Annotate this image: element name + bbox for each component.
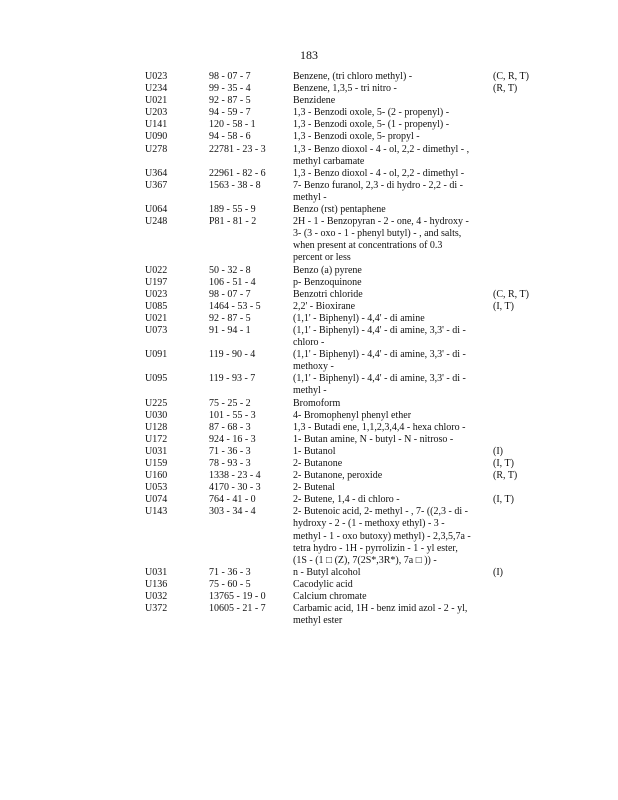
substance-name-line: 1,3 - Benzo dioxol - 4 - ol, 2,2 - dimethyl - , bbox=[293, 143, 470, 155]
substance-name bbox=[293, 579, 485, 591]
substance-name-line: 1- Butanol bbox=[293, 445, 336, 457]
waste-code: U225 bbox=[145, 397, 168, 409]
cas-number: 1464 - 53 - 5 bbox=[209, 300, 261, 312]
substance-name bbox=[293, 434, 485, 446]
substance-name bbox=[293, 482, 485, 494]
substance-name bbox=[293, 119, 485, 131]
table-row bbox=[145, 446, 545, 458]
substance-name-line: (1,1' - Biphenyl) - 4,4' - di amine bbox=[293, 312, 425, 324]
substance-name bbox=[293, 325, 485, 349]
substance-name-line: (1,1' - Biphenyl) - 4,4' - di amine, 3,3' - di - bbox=[293, 349, 466, 361]
substance-name-line: Cacodylic acid bbox=[293, 578, 353, 590]
substance-name bbox=[293, 265, 485, 277]
waste-code: U197 bbox=[145, 276, 168, 288]
cas-number: 92 - 87 - 5 bbox=[209, 95, 251, 107]
hazard-code: (I, T) bbox=[493, 300, 514, 312]
cas-number: 75 - 60 - 5 bbox=[209, 578, 251, 590]
cas-number: 764 - 41 - 0 bbox=[209, 494, 256, 506]
substance-name-line: methoxy - bbox=[293, 361, 334, 373]
waste-code: U031 bbox=[145, 445, 168, 457]
substance-name bbox=[293, 349, 485, 373]
cas-number: 98 - 07 - 7 bbox=[209, 288, 251, 300]
table-row bbox=[145, 398, 545, 410]
hazard-code: (R, T) bbox=[493, 470, 518, 482]
substance-name-line: methyl - bbox=[293, 191, 327, 203]
substance-name-line: 1,3 - Benzodi oxole, 5- propyl - bbox=[293, 131, 420, 143]
table-row bbox=[145, 216, 545, 264]
hazard-code: (C, R, T) bbox=[493, 71, 529, 82]
table-row bbox=[145, 373, 545, 397]
substance-name bbox=[293, 204, 485, 216]
substance-name-line: tetra hydro - 1H - pyrrolizin - 1 - yl ester, bbox=[293, 542, 458, 554]
substance-name-line: 1,3 - Benzodi oxole, 5- (2 - propenyl) - bbox=[293, 107, 450, 119]
table-row bbox=[145, 131, 545, 143]
substance-name-line: 1- Butan amine, N - butyl - N - nitroso - bbox=[293, 433, 454, 445]
table-row bbox=[145, 603, 545, 627]
substance-name-line: 3- (3 - oxo - 1 - phenyl butyl) - , and salts, bbox=[293, 228, 462, 240]
substance-name bbox=[293, 591, 485, 603]
table-row bbox=[145, 144, 545, 168]
table-row bbox=[145, 277, 545, 289]
substance-name bbox=[293, 458, 485, 470]
cas-number: 87 - 68 - 3 bbox=[209, 421, 251, 433]
cas-number: 1563 - 38 - 8 bbox=[209, 179, 261, 191]
substance-name-line: Benzene, (tri chloro methyl) - bbox=[293, 71, 413, 82]
waste-code: U248 bbox=[145, 216, 168, 228]
waste-code-table bbox=[145, 71, 545, 627]
table-row bbox=[145, 95, 545, 107]
waste-code: U367 bbox=[145, 179, 168, 191]
waste-code: U032 bbox=[145, 591, 168, 603]
waste-code: U372 bbox=[145, 603, 168, 615]
waste-code: U074 bbox=[145, 494, 168, 506]
substance-name-line: 2,2' - Bioxirane bbox=[293, 300, 356, 312]
substance-name bbox=[293, 83, 485, 95]
table-row bbox=[145, 168, 545, 180]
cas-number: 92 - 87 - 5 bbox=[209, 312, 251, 324]
page-number: 183 bbox=[300, 48, 318, 62]
substance-name-line: methyl - bbox=[293, 385, 327, 397]
substance-name-line: percent or less bbox=[293, 252, 351, 264]
table-row bbox=[145, 470, 545, 482]
substance-name bbox=[293, 422, 485, 434]
waste-code: U023 bbox=[145, 288, 168, 300]
waste-code: U021 bbox=[145, 95, 168, 107]
cas-number: 189 - 55 - 9 bbox=[209, 204, 256, 216]
cas-number: 119 - 93 - 7 bbox=[209, 373, 256, 385]
substance-name-line: methyl carbamate bbox=[293, 155, 365, 167]
table-row bbox=[145, 506, 545, 566]
substance-name-line: methyl - 1 - oxo butoxy) methyl) - 2,3,5,7a - bbox=[293, 530, 471, 542]
substance-name bbox=[293, 277, 485, 289]
table-row bbox=[145, 71, 545, 83]
table-row bbox=[145, 434, 545, 446]
substance-name bbox=[293, 494, 485, 506]
waste-code: U053 bbox=[145, 482, 168, 494]
substance-name-line: Carbamic acid, 1H - benz imid azol - 2 - yl, bbox=[293, 603, 468, 615]
table-row bbox=[145, 289, 545, 301]
cas-number: 924 - 16 - 3 bbox=[209, 433, 256, 445]
table-row bbox=[145, 119, 545, 131]
substance-name-line: 2- Butene, 1,4 - di chloro - bbox=[293, 494, 400, 506]
substance-name-line: (1,1' - Biphenyl) - 4,4' - di amine, 3,3' - di - bbox=[293, 324, 466, 336]
substance-name-line: methyl ester bbox=[293, 615, 343, 627]
substance-name bbox=[293, 603, 485, 627]
waste-code: U203 bbox=[145, 107, 168, 119]
substance-name-line: hydroxy - 2 - (1 - methoxy ethyl) - 3 - bbox=[293, 518, 445, 530]
table-row bbox=[145, 107, 545, 119]
cas-number: 71 - 36 - 3 bbox=[209, 566, 251, 578]
cas-number: 10605 - 21 - 7 bbox=[209, 603, 266, 615]
table-row bbox=[145, 204, 545, 216]
cas-number: 106 - 51 - 4 bbox=[209, 276, 256, 288]
waste-code: U023 bbox=[145, 71, 168, 82]
substance-name-line: 2- Butenoic acid, 2- methyl - , 7- ((2,3 - di - bbox=[293, 506, 468, 518]
cas-number: 303 - 34 - 4 bbox=[209, 506, 256, 518]
waste-code: U364 bbox=[145, 167, 168, 179]
substance-name-line: Benzotri chloride bbox=[293, 288, 363, 300]
substance-name-line: Benzo (a) pyrene bbox=[293, 264, 362, 276]
substance-name bbox=[293, 107, 485, 119]
waste-code: U085 bbox=[145, 300, 168, 312]
substance-name-line: 2- Butanone, peroxide bbox=[293, 470, 383, 482]
substance-name bbox=[293, 95, 485, 107]
waste-code: U031 bbox=[145, 566, 168, 578]
cas-number: 94 - 58 - 6 bbox=[209, 131, 251, 143]
cas-number: 101 - 55 - 3 bbox=[209, 409, 256, 421]
substance-name-line: (1S - (1 □ (Z), 7(2S*,3R*), 7a □ )) - bbox=[293, 554, 437, 566]
substance-name-line: Calcium chromate bbox=[293, 591, 367, 603]
cas-number: P81 - 81 - 2 bbox=[209, 216, 257, 228]
substance-name-line: Bromoform bbox=[293, 397, 341, 409]
substance-name-line: 2H - 1 - Benzopyran - 2 - one, 4 - hydroxy - bbox=[293, 216, 469, 228]
substance-name-line: 1,3 - Benzo dioxol - 4 - ol, 2,2 - dimethyl - bbox=[293, 167, 465, 179]
substance-name-line: 1,3 - Butadi ene, 1,1,2,3,4,4 - hexa chloro - bbox=[293, 421, 466, 433]
substance-name bbox=[293, 180, 485, 204]
waste-code: U022 bbox=[145, 264, 168, 276]
waste-code: U091 bbox=[145, 349, 168, 361]
table-row bbox=[145, 579, 545, 591]
waste-code: U073 bbox=[145, 324, 168, 336]
substance-name bbox=[293, 289, 485, 301]
waste-code: U136 bbox=[145, 578, 168, 590]
substance-name-line: 2- Butanone bbox=[293, 458, 343, 469]
table-row bbox=[145, 325, 545, 349]
waste-code: U021 bbox=[145, 312, 168, 324]
substance-name-line: 2- Butenal bbox=[293, 482, 335, 494]
hazard-code: (I, T) bbox=[493, 458, 514, 469]
waste-code: U159 bbox=[145, 458, 168, 469]
cas-number: 1338 - 23 - 4 bbox=[209, 470, 261, 482]
waste-code: U090 bbox=[145, 131, 168, 143]
substance-name-line: n - Butyl alcohol bbox=[293, 566, 361, 578]
table-row bbox=[145, 349, 545, 373]
substance-name bbox=[293, 506, 485, 566]
substance-name bbox=[293, 216, 485, 264]
substance-name-line: Benzo (rst) pentaphene bbox=[293, 204, 386, 216]
substance-name bbox=[293, 168, 485, 180]
hazard-code: (I, T) bbox=[493, 494, 514, 506]
cas-number: 120 - 58 - 1 bbox=[209, 119, 256, 131]
table-row bbox=[145, 410, 545, 422]
table-row bbox=[145, 301, 545, 313]
substance-name-line: Benzidene bbox=[293, 95, 336, 107]
waste-code: U141 bbox=[145, 119, 168, 131]
substance-name bbox=[293, 567, 485, 579]
table-row bbox=[145, 83, 545, 95]
cas-number: 98 - 07 - 7 bbox=[209, 71, 251, 82]
substance-name-line: 1,3 - Benzodi oxole, 5- (1 - propenyl) - bbox=[293, 119, 450, 131]
cas-number: 71 - 36 - 3 bbox=[209, 445, 251, 457]
substance-name bbox=[293, 446, 485, 458]
substance-name-line: Benzene, 1,3,5 - tri nitro - bbox=[293, 83, 397, 95]
substance-name-line: when present at concentrations of 0.3 bbox=[293, 240, 443, 252]
substance-name bbox=[293, 398, 485, 410]
substance-name bbox=[293, 131, 485, 143]
substance-name bbox=[293, 470, 485, 482]
table-row bbox=[145, 591, 545, 603]
waste-code: U030 bbox=[145, 409, 168, 421]
substance-name bbox=[293, 313, 485, 325]
cas-number: 78 - 93 - 3 bbox=[209, 458, 251, 469]
cas-number: 13765 - 19 - 0 bbox=[209, 591, 266, 603]
table-row bbox=[145, 180, 545, 204]
table-row bbox=[145, 422, 545, 434]
waste-code: U143 bbox=[145, 506, 168, 518]
cas-number: 22961 - 82 - 6 bbox=[209, 167, 266, 179]
cas-number: 119 - 90 - 4 bbox=[209, 349, 256, 361]
substance-name bbox=[293, 144, 485, 168]
table-row bbox=[145, 265, 545, 277]
substance-name-line: p- Benzoquinone bbox=[293, 276, 362, 288]
cas-number: 99 - 35 - 4 bbox=[209, 83, 251, 95]
waste-code: U160 bbox=[145, 470, 168, 482]
waste-code: U128 bbox=[145, 421, 168, 433]
waste-code: U064 bbox=[145, 204, 168, 216]
cas-number: 4170 - 30 - 3 bbox=[209, 482, 261, 494]
cas-number: 75 - 25 - 2 bbox=[209, 397, 251, 409]
substance-name bbox=[293, 410, 485, 422]
substance-name-line: 7- Benzo furanol, 2,3 - di hydro - 2,2 - di - bbox=[293, 179, 463, 191]
hazard-code: (I) bbox=[493, 445, 503, 457]
cas-number: 91 - 94 - 1 bbox=[209, 324, 251, 336]
table-row bbox=[145, 313, 545, 325]
cas-number: 94 - 59 - 7 bbox=[209, 107, 251, 119]
substance-name bbox=[293, 71, 485, 83]
cas-number: 22781 - 23 - 3 bbox=[209, 143, 266, 155]
substance-name-line: chloro - bbox=[293, 337, 325, 349]
table-row bbox=[145, 567, 545, 579]
table-row bbox=[145, 482, 545, 494]
substance-name-line: 4- Bromophenyl phenyl ether bbox=[293, 409, 412, 421]
waste-code: U095 bbox=[145, 373, 168, 385]
hazard-code: (C, R, T) bbox=[493, 288, 529, 300]
substance-name bbox=[293, 373, 485, 397]
waste-code: U172 bbox=[145, 433, 168, 445]
hazard-code: (R, T) bbox=[493, 83, 518, 95]
substance-name bbox=[293, 301, 485, 313]
waste-code: U278 bbox=[145, 143, 168, 155]
table-row bbox=[145, 458, 545, 470]
waste-code: U234 bbox=[145, 83, 168, 95]
table-row bbox=[145, 494, 545, 506]
hazard-code: (I) bbox=[493, 566, 503, 578]
substance-name-line: (1,1' - Biphenyl) - 4,4' - di amine, 3,3' - di - bbox=[293, 373, 466, 385]
cas-number: 50 - 32 - 8 bbox=[209, 264, 251, 276]
